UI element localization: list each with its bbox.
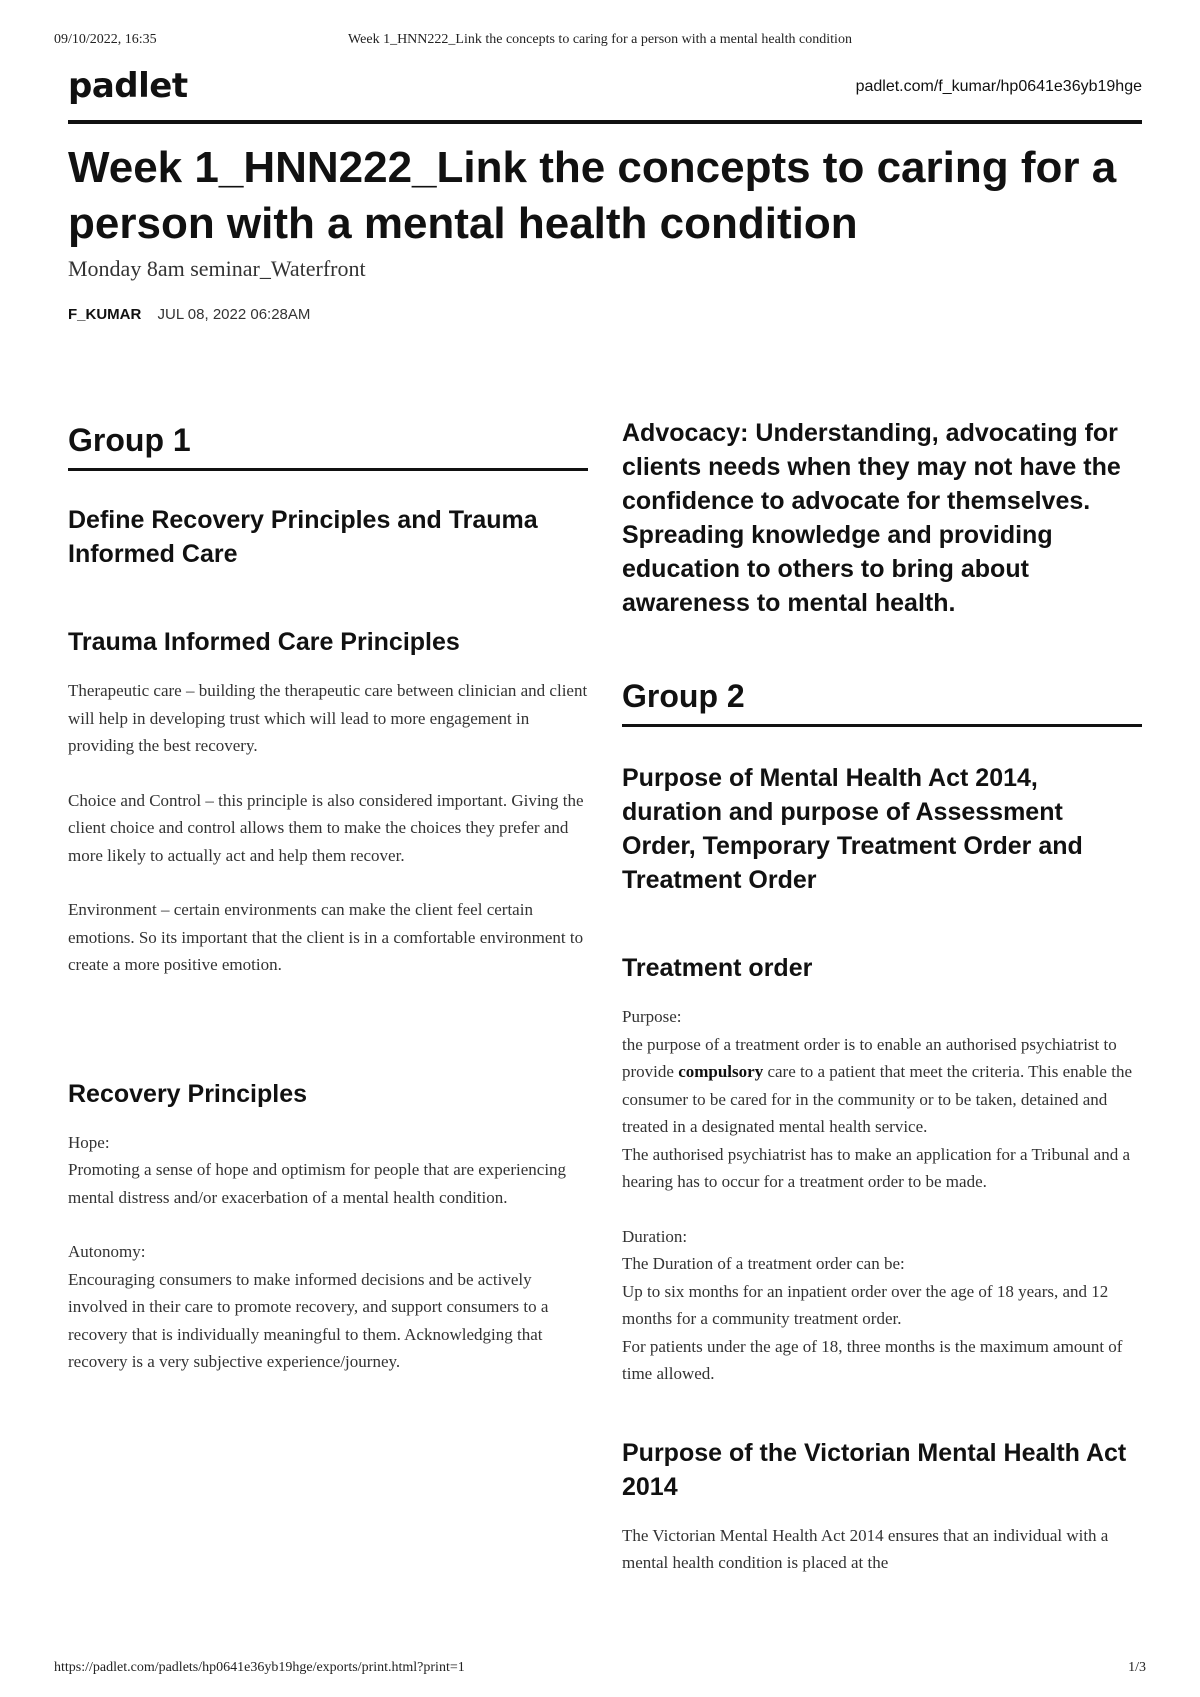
post-body-recovery	[68, 1129, 588, 1376]
page-indicator: 1/3	[1128, 1660, 1146, 1675]
page-subtitle: Monday 8am seminar_Waterfront	[68, 256, 366, 281]
post-body-victorian	[622, 1522, 1142, 1577]
column-left	[68, 420, 588, 1376]
post-meta	[68, 306, 310, 323]
post-title-purpose: Purpose of Mental Health Act 2014, duration and purpose of Assessment Order, Temporary Treatment Order and Treatment Order	[622, 764, 1083, 894]
trauma-paragraph: Environment – certain environments can make the client feel certain emotions. So its important that the client is in a comfortable environment to create a more positive emotion.	[68, 900, 584, 974]
trauma-paragraph: Choice and Control – this principle is also considered important. Giving the client choice and control allows them to make the choices they prefer and more likely to actually act and help them recover.	[68, 790, 584, 865]
post-body-treatment	[622, 1003, 1142, 1388]
autonomy-text: Encouraging consumers to make informed decisions and be actively involved in their care to promote recovery, and support consumers to a recovery that is individually meaningful to them. Acknowledging that recovery is a very subjective experience/journey.	[68, 1269, 549, 1371]
padlet-url[interactable]: padlet.com/f_kumar/hp0641e36yb19hge	[855, 78, 1142, 95]
purpose-label: Purpose:	[622, 1007, 682, 1026]
post-title-define: Define Recovery Principles and Trauma Informed Care	[68, 506, 538, 568]
victorian-text: The Victorian Mental Health Act 2014 ensures that an individual with a mental health condition is placed at the	[622, 1525, 1109, 1572]
print-footer	[54, 1660, 1146, 1680]
duration-text-1: The Duration of a treatment order can be:	[622, 1254, 905, 1273]
print-doc-title: Week 1_HNN222_Link the concepts to caring for a person with a mental health condition	[348, 32, 852, 47]
trauma-paragraph: Therapeutic care – building the therapeutic care between clinician and client will help in developing trust which will lead to more engagement in providing the best recovery.	[68, 681, 588, 755]
hope-label: Hope:	[68, 1132, 110, 1152]
group-1-header: Group 1	[68, 420, 588, 471]
page-title: Week 1_HNN222_Link the concepts to caring for a person with a mental health condition	[68, 143, 1117, 248]
duration-label: Duration:	[622, 1226, 688, 1246]
timestamp: JUL 08, 2022 06:28AM	[157, 306, 311, 323]
purpose-text-bold: compulsory	[678, 1062, 764, 1081]
post-title-treatment: Treatment order	[622, 954, 813, 982]
column-right	[622, 416, 1142, 1577]
post-title-victorian: Purpose of the Victorian Mental Health Act 2014	[622, 1438, 1127, 1501]
brand-bar	[68, 66, 1142, 124]
post-title-recovery: Recovery Principles	[68, 1079, 308, 1108]
post-body-trauma	[68, 677, 588, 979]
padlet-logo[interactable]: padlet	[68, 66, 188, 106]
duration-text-2: Up to six months for an inpatient order over the age of 18 years, and 12 months for a community treatment order.	[622, 1281, 1109, 1328]
purpose-text-2: The authorised psychiatrist has to make an application for a Tribunal and a hearing has to occur for a treatment order to be made.	[622, 1144, 1130, 1191]
post-title-trauma: Trauma Informed Care Principles	[68, 628, 460, 656]
purpose-text	[622, 1031, 1142, 1141]
purpose-text-b: care to a patient that meet the criteria. This enable the consumer to be cared for in the community or to be taken, detained and treated in a designated mental health service.	[622, 1062, 1132, 1136]
purpose-text-a: the purpose of a treatment order is to enable an authorised psychiatrist to provide	[622, 1034, 1117, 1081]
duration-text-3: For patients under the age of 18, three months is the maximum amount of time allowed.	[622, 1336, 1123, 1383]
print-date: 09/10/2022, 16:35	[54, 32, 157, 47]
author-name: F_KUMAR	[68, 306, 142, 323]
print-footer-url[interactable]: https://padlet.com/padlets/hp0641e36yb19hge/exports/print.html?print=1	[54, 1660, 465, 1675]
post-title-advocacy: Advocacy: Understanding, advocating for clients needs when they may not have the confidence to advocate for themselves. Spreading knowledge and providing education to others to bring about awareness to mental health.	[622, 419, 1121, 617]
print-header	[54, 32, 1146, 52]
group-2-header: Group 2	[622, 676, 1142, 727]
hope-text: Promoting a sense of hope and optimism for people that are experiencing mental distress and/or exacerbation of a mental health condition.	[68, 1160, 567, 1207]
autonomy-label: Autonomy:	[68, 1242, 146, 1261]
